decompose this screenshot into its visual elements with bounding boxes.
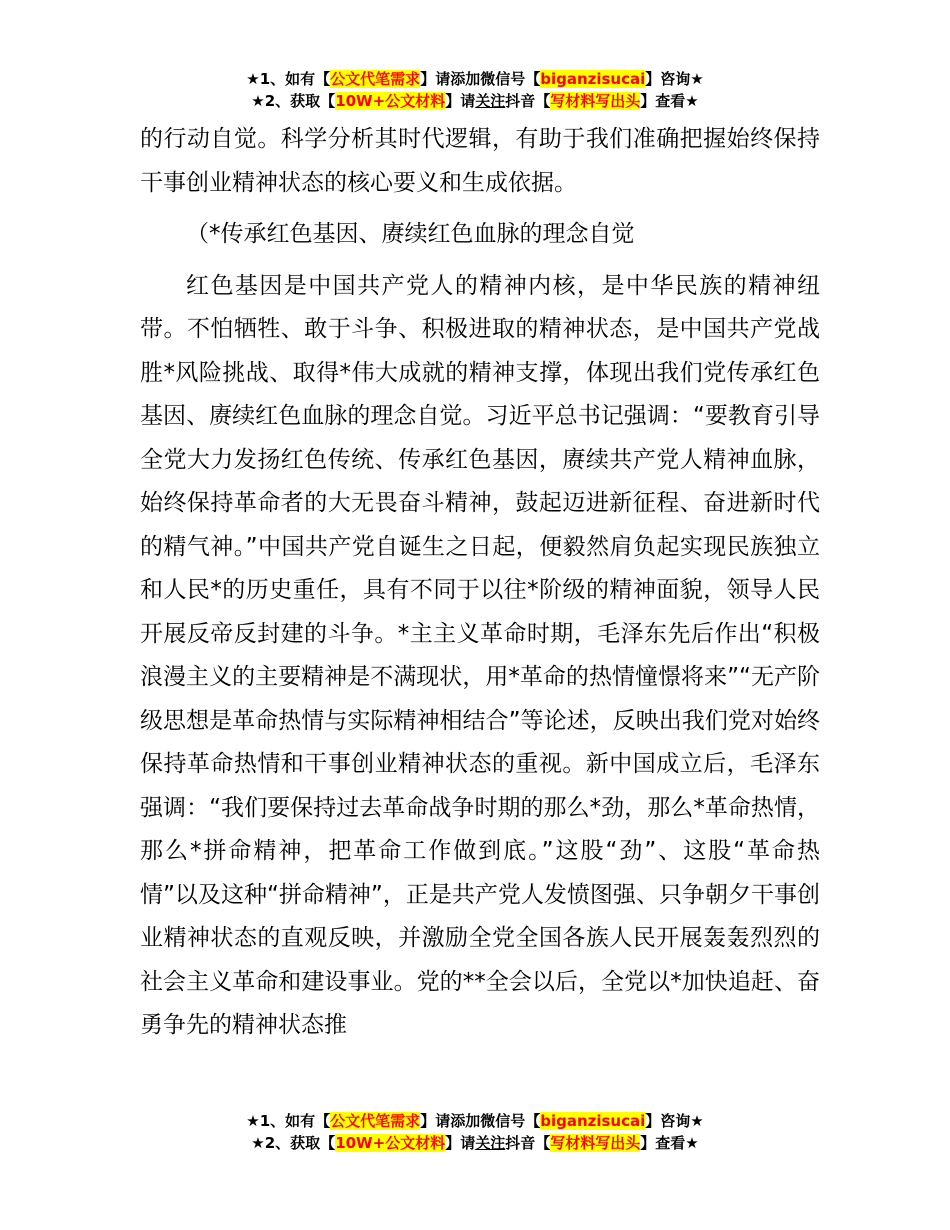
highlight-materials: 10W+公文材料 [335, 92, 446, 110]
footer-promo-banner [0, 1110, 950, 1154]
highlight-materials: 10W+公文材料 [335, 1134, 446, 1152]
highlight-writing-service: 公文代笔需求 [330, 1112, 421, 1130]
header-promo-banner [0, 68, 950, 112]
paragraph-continuation: 的行动自觉。科学分析其时代逻辑，有助于我们准确把握始终保持干事创业精神状态的核心要义和生成依据。 [140, 126, 820, 196]
paragraph-main: 红色基因是中国共产党人的精神内核，是中华民族的精神纽带。不怕牺牲、敢于斗争、积极进取的精神状态，是中国共产党战胜*风险挑战、取得*伟大成就的精神支撑，体现出我们党传承红色基因、赓续红色血脉的理念自觉。习近平总书记强调：“要教育引导全党大力发扬红色传统、传承红色基因，赓续共产党人精神血脉，始终保持革命者的大无畏奋斗精神，鼓起迈进新征程、奋进新时代的精气神。”中国共产党自诞生之日起，便毅然肩负起实现民族独立和人民*的历史重任，具有不同于以往*阶级的精神面貌，领导人民开展反帝反封建的斗争。*主主义革命时期，毛泽东先后作出“积极浪漫主义的主要精神是不满现状，用*革命的热情憧憬将来”“无产阶级思想是革命热情与实际精神相结合”等论述，反映出我们党对始终保持革命热情和干事创业精神状态的重视。新中国成立后，毛泽东强调：“我们要保持过去革命战争时期的那么*劲，那么*革命热情，那么*拼命精神，把革命工作做到底。”这股“劲”、这股“革命热情”以及这种“拼命精神”，正是共产党人发愤图强、只争朝夕干事创业精神状态的直观反映，并激励全党全国各族人民开展轰轰烈烈的社会主义革命和建设事业。党的**全会以后，全党以*加快追赶、奋勇争先的精神状态推 [140, 272, 820, 1038]
promo-line-2: ★2、获取【10W+公文材料】请关注抖音【写材料写出头】查看★ [251, 92, 699, 110]
promo-line-1: ★1、如有【公文代笔需求】请添加微信号【biganzisucai】咨询★ [246, 70, 704, 88]
follow-text: 关注 [475, 92, 506, 110]
highlight-wechat-id: biganzisucai [540, 70, 646, 88]
highlight-douyin-account: 写材料写出头 [550, 1134, 641, 1152]
highlight-douyin-account: 写材料写出头 [550, 92, 641, 110]
promo-line-1: ★1、如有【公文代笔需求】请添加微信号【biganzisucai】咨询★ [246, 1112, 704, 1130]
section-heading: （*传承红色基因、赓续红色血脉的理念自觉 [186, 221, 635, 247]
promo-line-2: ★2、获取【10W+公文材料】请关注抖音【写材料写出头】查看★ [251, 1134, 699, 1152]
highlight-wechat-id: biganzisucai [540, 1112, 646, 1130]
highlight-writing-service: 公文代笔需求 [330, 70, 421, 88]
document-body [140, 118, 820, 1048]
follow-text: 关注 [475, 1134, 506, 1152]
